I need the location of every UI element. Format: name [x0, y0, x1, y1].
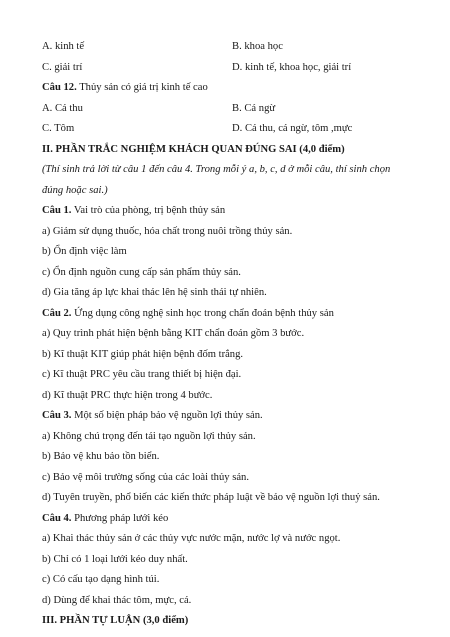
- section2-instruction-line2: đúng hoặc sai.): [42, 185, 108, 196]
- tf1-text: Vai trò của phòng, trị bệnh thủy sản: [71, 205, 226, 216]
- tf4-text: Phương pháp lưới kéo: [71, 513, 169, 524]
- tf3-option-a: a) Không chú trọng đến tái tạo nguồn lợi thủy sản.: [42, 431, 256, 442]
- tf2-label: Câu 2.: [42, 308, 72, 319]
- tf4-option-b: b) Chỉ có 1 loại lưới kéo duy nhất.: [42, 554, 188, 565]
- tf2-question: [42, 307, 334, 320]
- tf2-option-b: b) Kĩ thuật KIT giúp phát hiện bệnh đốm trắng.: [42, 349, 244, 360]
- q11-option-c: C. giải trí: [42, 62, 83, 73]
- tf3-label: Câu 3.: [42, 410, 72, 421]
- tf1-label: Câu 1.: [42, 205, 72, 216]
- section2-instruction-line1: (Thí sinh trả lời từ câu 1 đến câu 4. Trong mỗi ý a, b, c, d ở mỗi câu, thí sinh chọn: [42, 164, 391, 175]
- section3-heading: III. PHẦN TỰ LUẬN (3,0 điểm): [42, 615, 189, 626]
- tf1-option-b: b) Ổn định việc làm: [42, 246, 127, 257]
- tf1-question: [42, 204, 225, 217]
- tf4-option-c: c) Có cấu tạo dạng hình túi.: [42, 574, 160, 585]
- tf3-option-c: c) Bảo vệ môi trường sống của các loài thủy sản.: [42, 472, 249, 483]
- tf2-text: Ứng dụng công nghệ sinh học trong chẩn đoán bệnh thủy sản: [71, 308, 334, 319]
- q12-option-b: B. Cá ngừ: [232, 103, 276, 114]
- tf3-question: [42, 409, 263, 422]
- tf1-option-d: d) Gia tăng áp lực khai thác lên hệ sinh thái tự nhiên.: [42, 287, 267, 298]
- q12-option-d: D. Cá thu, cá ngừ, tôm ,mực: [232, 123, 353, 134]
- tf2-option-d: d) Kĩ thuật PRC thực hiện trong 4 bước.: [42, 390, 213, 401]
- q12-option-a: A. Cá thu: [42, 103, 83, 114]
- q11-option-b: B. khoa học: [232, 41, 283, 52]
- tf3-option-b: b) Bảo vệ khu bảo tồn biển.: [42, 451, 160, 462]
- q12-text: Thủy sản có giá trị kinh tế cao: [76, 82, 208, 93]
- tf4-label: Câu 4.: [42, 513, 72, 524]
- q12-option-c: C. Tôm: [42, 123, 75, 134]
- tf1-option-a: a) Giảm sử dụng thuốc, hóa chất trong nuôi trồng thủy sản.: [42, 226, 293, 237]
- tf2-option-a: a) Quy trình phát hiện bệnh bằng KIT chẩn đoán gồm 3 bước.: [42, 328, 305, 339]
- q12-question: [42, 81, 208, 94]
- tf4-option-a: a) Khai thác thủy sản ở các thủy vực nước mặn, nước lợ và nước ngọt.: [42, 533, 341, 544]
- section2-heading: II. PHẦN TRẮC NGHIỆM KHÁCH QUAN ĐÚNG SAI (4,0 điểm): [42, 144, 345, 155]
- tf2-option-c: c) Kĩ thuật PRC yêu cầu trang thiết bị hiện đại.: [42, 369, 242, 380]
- tf1-option-c: c) Ổn định nguồn cung cấp sản phẩm thủy sản.: [42, 267, 241, 278]
- q11-option-a: A. kinh tế: [42, 41, 85, 52]
- tf4-option-d: d) Dùng để khai thác tôm, mực, cá.: [42, 595, 192, 606]
- tf3-option-d: d) Tuyên truyền, phổ biến các kiến thức pháp luật về bảo vệ nguồn lợi thuỷ sản.: [42, 492, 380, 503]
- tf4-question: [42, 512, 168, 525]
- tf3-text: Một số biện pháp bảo vệ nguồn lợi thủy sản.: [71, 410, 263, 421]
- q12-label: Câu 12.: [42, 82, 77, 93]
- q11-option-d: D. kinh tế, khoa học, giải trí: [232, 62, 352, 73]
